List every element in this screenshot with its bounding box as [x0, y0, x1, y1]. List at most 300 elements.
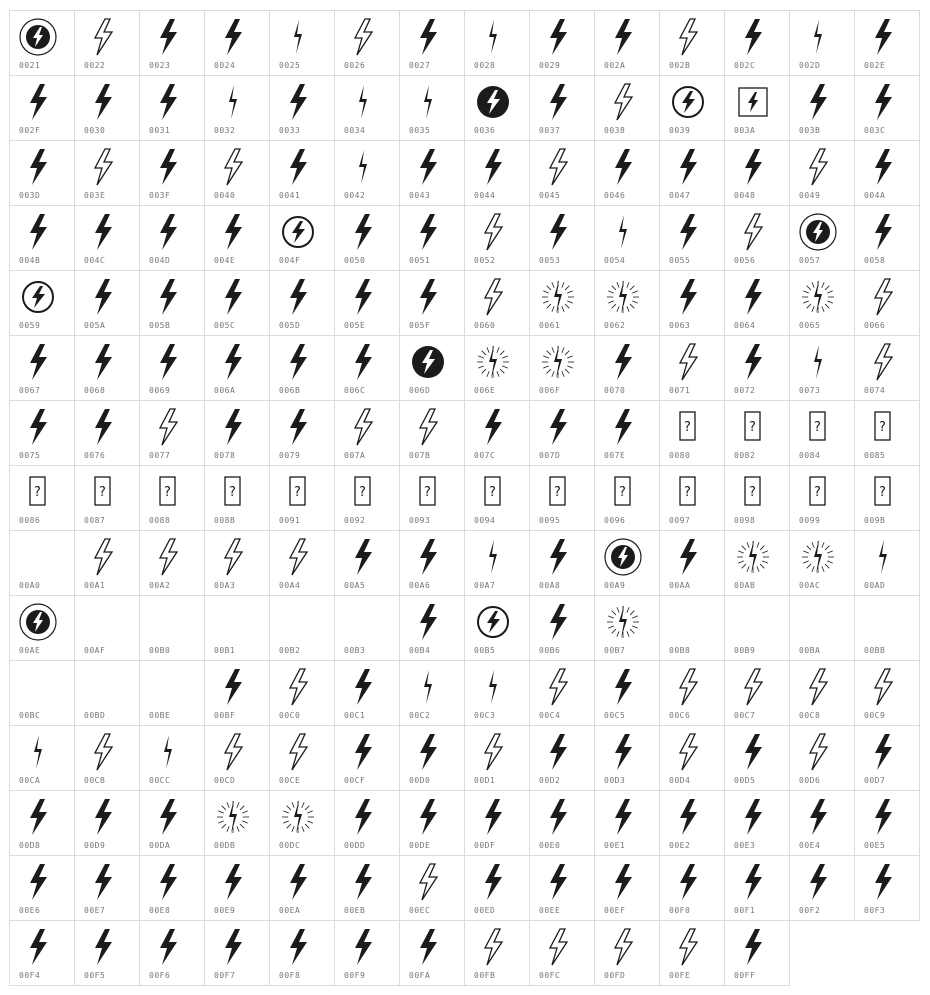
glyph-cell[interactable]: [74, 10, 140, 76]
glyph-cell[interactable]: [9, 205, 75, 271]
glyph-cell[interactable]: [399, 270, 465, 336]
glyph-cell[interactable]: [724, 140, 790, 206]
glyph-cell[interactable]: [204, 920, 270, 986]
glyph-cell[interactable]: [789, 595, 855, 661]
glyph-cell[interactable]: [789, 725, 855, 791]
glyph-cell[interactable]: [139, 595, 205, 661]
glyph-cell[interactable]: [139, 530, 205, 596]
glyph-code: 00AC: [799, 581, 821, 590]
glyph-cell[interactable]: [724, 75, 790, 141]
glyph-code: 0034: [344, 126, 366, 135]
glyph-cell[interactable]: [399, 725, 465, 791]
glyph-cell[interactable]: [204, 400, 270, 466]
glyph-cell[interactable]: [204, 75, 270, 141]
glyph-cell[interactable]: [139, 725, 205, 791]
glyph-cell[interactable]: [139, 75, 205, 141]
glyph-cell[interactable]: [74, 400, 140, 466]
glyph-cell[interactable]: [594, 140, 660, 206]
glyph-cell[interactable]: [139, 400, 205, 466]
glyph-cell[interactable]: [594, 725, 660, 791]
bolt-icon: [148, 342, 188, 382]
glyph-cell[interactable]: [854, 790, 920, 856]
missing-glyph-icon: [863, 472, 903, 512]
glyph-cell[interactable]: [789, 660, 855, 726]
glyph-cell[interactable]: [464, 335, 530, 401]
glyph-code: 00E3: [734, 841, 756, 850]
glyph-cell[interactable]: [659, 660, 725, 726]
glyph-cell[interactable]: [659, 400, 725, 466]
glyph-cell[interactable]: [204, 140, 270, 206]
bolt-icon: [603, 797, 643, 837]
glyph-cell[interactable]: [724, 10, 790, 76]
glyph-cell[interactable]: [659, 920, 725, 986]
glyph-code: 0030: [84, 126, 106, 135]
bolt-icon: [733, 732, 773, 772]
glyph-code: 00DC: [279, 841, 301, 850]
bolt-icon: [408, 732, 448, 772]
glyph-cell[interactable]: [9, 270, 75, 336]
glyph-cell[interactable]: [529, 465, 595, 531]
bolt-icon: [148, 147, 188, 187]
glyph-cell[interactable]: [724, 530, 790, 596]
bolt-outline-icon: [148, 407, 188, 447]
bolt-icon: [148, 927, 188, 967]
bolt-circle-outline-icon: [278, 212, 318, 252]
glyph-cell[interactable]: [659, 725, 725, 791]
glyph-cell[interactable]: [594, 660, 660, 726]
glyph-code: 005B: [149, 321, 171, 330]
glyph-cell[interactable]: [529, 335, 595, 401]
glyph-cell[interactable]: [659, 335, 725, 401]
glyph-cell[interactable]: [399, 920, 465, 986]
glyph-code: 00FB: [474, 971, 496, 980]
glyph-cell[interactable]: [464, 855, 530, 921]
glyph-cell[interactable]: [854, 10, 920, 76]
glyph-cell[interactable]: [9, 465, 75, 531]
glyph-cell[interactable]: [399, 140, 465, 206]
bolt-icon: [538, 17, 578, 57]
glyph-code: 005C: [214, 321, 236, 330]
glyph-cell[interactable]: [9, 335, 75, 401]
glyph-cell[interactable]: [139, 920, 205, 986]
glyph-cell[interactable]: [789, 75, 855, 141]
glyph-code: 00C0: [279, 711, 301, 720]
glyph-code: 00E1: [604, 841, 626, 850]
glyph-cell[interactable]: [9, 660, 75, 726]
glyph-code: 00B7: [604, 646, 626, 655]
glyph-cell[interactable]: [334, 465, 400, 531]
glyph-cell[interactable]: [529, 75, 595, 141]
glyph-cell[interactable]: [74, 920, 140, 986]
glyph-cell[interactable]: [724, 465, 790, 531]
bolt-outline-icon: [863, 277, 903, 317]
glyph-cell[interactable]: [139, 855, 205, 921]
missing-glyph-icon: [668, 472, 708, 512]
glyph-cell[interactable]: [594, 400, 660, 466]
glyph-cell[interactable]: [399, 530, 465, 596]
glyph-cell[interactable]: [334, 790, 400, 856]
glyph-cell[interactable]: [334, 530, 400, 596]
bolt-icon: [538, 732, 578, 772]
glyph-code: 00C2: [409, 711, 431, 720]
glyph-cell[interactable]: [139, 205, 205, 271]
glyph-cell[interactable]: [854, 855, 920, 921]
glyph-cell[interactable]: [529, 270, 595, 336]
glyph-cell[interactable]: [269, 400, 335, 466]
glyph-cell[interactable]: [399, 855, 465, 921]
glyph-cell[interactable]: [139, 465, 205, 531]
glyph-code: 00AF: [84, 646, 106, 655]
glyph-cell[interactable]: [9, 400, 75, 466]
glyph-cell[interactable]: [854, 270, 920, 336]
glyph-cell[interactable]: [139, 140, 205, 206]
glyph-cell[interactable]: [74, 790, 140, 856]
glyph-cell[interactable]: [399, 335, 465, 401]
glyph-cell[interactable]: [789, 855, 855, 921]
glyph-cell[interactable]: [334, 10, 400, 76]
bolt-outline-icon: [83, 17, 123, 57]
glyph-cell[interactable]: [659, 75, 725, 141]
glyph-cell[interactable]: [9, 530, 75, 596]
glyph-code: 0042: [344, 191, 366, 200]
glyph-cell[interactable]: [464, 140, 530, 206]
glyph-cell[interactable]: [334, 660, 400, 726]
glyph-cell[interactable]: [854, 75, 920, 141]
glyph-cell[interactable]: [269, 75, 335, 141]
glyph-cell[interactable]: [529, 400, 595, 466]
glyph-cell[interactable]: [724, 855, 790, 921]
glyph-cell[interactable]: [529, 10, 595, 76]
glyph-cell[interactable]: [854, 400, 920, 466]
glyph-cell[interactable]: [659, 530, 725, 596]
bolt-icon: [213, 862, 253, 902]
bolt-icon: [83, 862, 123, 902]
glyph-cell[interactable]: [464, 75, 530, 141]
glyph-code: 0080: [669, 451, 691, 460]
glyph-cell[interactable]: [269, 855, 335, 921]
glyph-code: 005F: [409, 321, 431, 330]
glyph-cell[interactable]: [789, 400, 855, 466]
glyph-cell[interactable]: [9, 855, 75, 921]
glyph-cell[interactable]: [529, 725, 595, 791]
glyph-cell[interactable]: [74, 205, 140, 271]
glyph-cell[interactable]: [789, 335, 855, 401]
glyph-cell[interactable]: [594, 530, 660, 596]
bolt-icon: [83, 342, 123, 382]
glyph-cell[interactable]: [724, 790, 790, 856]
bolt-outline-icon: [473, 927, 513, 967]
glyph-code: 00CA: [19, 776, 41, 785]
glyph-cell[interactable]: [854, 725, 920, 791]
glyph-cell[interactable]: [724, 400, 790, 466]
glyph-code: 0028: [474, 61, 496, 70]
glyph-cell[interactable]: [399, 10, 465, 76]
glyph-cell[interactable]: [464, 10, 530, 76]
bolt-icon: [603, 732, 643, 772]
glyph-cell[interactable]: [204, 270, 270, 336]
glyph-cell[interactable]: [529, 920, 595, 986]
glyph-cell[interactable]: [334, 400, 400, 466]
glyph-cell[interactable]: [204, 790, 270, 856]
glyph-cell[interactable]: [9, 140, 75, 206]
glyph-cell[interactable]: [659, 10, 725, 76]
glyph-cell[interactable]: [724, 660, 790, 726]
glyph-cell[interactable]: [204, 855, 270, 921]
glyph-cell[interactable]: [334, 855, 400, 921]
glyph-cell[interactable]: [269, 920, 335, 986]
glyph-cell[interactable]: [269, 465, 335, 531]
bolt-outline-icon: [798, 732, 838, 772]
glyph-code: 00FD: [604, 971, 626, 980]
glyph-cell[interactable]: [204, 660, 270, 726]
glyph-cell[interactable]: [269, 660, 335, 726]
glyph-cell[interactable]: [464, 400, 530, 466]
bolt-circle-outline-icon: [668, 82, 708, 122]
glyph-cell[interactable]: [529, 530, 595, 596]
glyph-code: 0057: [799, 256, 821, 265]
glyph-cell[interactable]: [659, 140, 725, 206]
glyph-cell[interactable]: [74, 725, 140, 791]
glyph-cell[interactable]: [74, 530, 140, 596]
glyph-cell[interactable]: [269, 790, 335, 856]
glyph-grid: [9, 10, 921, 985]
bolt-icon: [603, 342, 643, 382]
glyph-cell[interactable]: [789, 140, 855, 206]
glyph-cell[interactable]: [789, 205, 855, 271]
glyph-cell[interactable]: [139, 790, 205, 856]
bolt-icon: [473, 797, 513, 837]
bolt-icon: [343, 862, 383, 902]
glyph-code: 00CE: [279, 776, 301, 785]
glyph-cell[interactable]: [659, 595, 725, 661]
glyph-cell[interactable]: [74, 335, 140, 401]
glyph-cell[interactable]: [204, 205, 270, 271]
glyph-cell[interactable]: [204, 10, 270, 76]
glyph-code: 0021: [19, 61, 41, 70]
glyph-cell[interactable]: [9, 10, 75, 76]
glyph-cell[interactable]: [529, 205, 595, 271]
glyph-code: 00B4: [409, 646, 431, 655]
glyph-cell[interactable]: [334, 270, 400, 336]
glyph-cell[interactable]: [854, 530, 920, 596]
glyph-cell[interactable]: [529, 140, 595, 206]
glyph-cell[interactable]: [529, 660, 595, 726]
glyph-cell[interactable]: [854, 205, 920, 271]
bolt-icon: [408, 797, 448, 837]
glyph-code: 006A: [214, 386, 236, 395]
glyph-cell[interactable]: [139, 270, 205, 336]
glyph-code: 00F8: [279, 971, 301, 980]
glyph-cell[interactable]: [724, 725, 790, 791]
glyph-cell[interactable]: [399, 790, 465, 856]
bolt-outline-icon: [733, 212, 773, 252]
glyph-cell[interactable]: [74, 660, 140, 726]
glyph-code: 00FC: [539, 971, 561, 980]
glyph-cell[interactable]: [724, 595, 790, 661]
glyph-cell[interactable]: [74, 855, 140, 921]
glyph-code: 00E6: [19, 906, 41, 915]
glyph-code: 0070: [604, 386, 626, 395]
glyph-cell[interactable]: [204, 530, 270, 596]
glyph-cell[interactable]: [854, 595, 920, 661]
glyph-cell[interactable]: [9, 920, 75, 986]
glyph-cell[interactable]: [464, 465, 530, 531]
bolt-outline-icon: [83, 732, 123, 772]
glyph-cell[interactable]: [594, 595, 660, 661]
glyph-cell[interactable]: [594, 270, 660, 336]
svg-text:?: ?: [359, 485, 366, 500]
bolt-outline-icon: [408, 862, 448, 902]
glyph-cell[interactable]: [334, 595, 400, 661]
glyph-cell[interactable]: [724, 335, 790, 401]
glyph-cell[interactable]: [594, 10, 660, 76]
glyph-code: 0056: [734, 256, 756, 265]
bolt-icon: [603, 147, 643, 187]
glyph-code: 0071: [669, 386, 691, 395]
glyph-cell[interactable]: [9, 725, 75, 791]
glyph-cell[interactable]: [74, 140, 140, 206]
glyph-cell[interactable]: [594, 335, 660, 401]
glyph-cell[interactable]: [854, 335, 920, 401]
glyph-cell[interactable]: [204, 465, 270, 531]
glyph-code: 0036: [474, 126, 496, 135]
bolt-outline-icon: [668, 927, 708, 967]
missing-glyph-icon: [343, 472, 383, 512]
missing-glyph-icon: [863, 407, 903, 447]
glyph-cell[interactable]: [334, 75, 400, 141]
bolt-icon: [538, 407, 578, 447]
glyph-cell[interactable]: [139, 660, 205, 726]
glyph-cell[interactable]: [854, 465, 920, 531]
glyph-cell[interactable]: [464, 790, 530, 856]
glyph-cell[interactable]: [399, 205, 465, 271]
glyph-cell[interactable]: [594, 75, 660, 141]
glyph-cell[interactable]: [659, 205, 725, 271]
glyph-cell[interactable]: [594, 920, 660, 986]
glyph-cell[interactable]: [269, 140, 335, 206]
glyph-code: 00D6: [799, 776, 821, 785]
glyph-cell[interactable]: [399, 465, 465, 531]
glyph-code: 00AD: [864, 581, 886, 590]
glyph-cell[interactable]: [204, 595, 270, 661]
glyph-cell[interactable]: [399, 75, 465, 141]
glyph-cell[interactable]: [204, 725, 270, 791]
glyph-cell[interactable]: [594, 465, 660, 531]
glyph-cell[interactable]: [399, 595, 465, 661]
glyph-cell[interactable]: [269, 725, 335, 791]
glyph-code: 00CC: [149, 776, 171, 785]
glyph-code: 0076: [84, 451, 106, 460]
glyph-cell[interactable]: [529, 855, 595, 921]
glyph-cell[interactable]: [139, 10, 205, 76]
bolt-icon: [733, 277, 773, 317]
glyph-cell[interactable]: [464, 920, 530, 986]
glyph-cell[interactable]: [334, 335, 400, 401]
bolt-icon: [863, 147, 903, 187]
glyph-cell[interactable]: [269, 595, 335, 661]
missing-glyph-icon: [213, 472, 253, 512]
glyph-cell[interactable]: [269, 335, 335, 401]
glyph-cell[interactable]: [594, 205, 660, 271]
glyph-cell[interactable]: [464, 725, 530, 791]
glyph-cell[interactable]: [9, 75, 75, 141]
bolt-outline-icon: [278, 667, 318, 707]
glyph-cell[interactable]: [464, 595, 530, 661]
glyph-cell[interactable]: [74, 595, 140, 661]
glyph-code: 00DB: [214, 841, 236, 850]
bolt-icon: [863, 862, 903, 902]
glyph-code: 00BF: [214, 711, 236, 720]
glyph-cell[interactable]: [269, 270, 335, 336]
glyph-cell[interactable]: [659, 465, 725, 531]
glyph-cell[interactable]: [269, 10, 335, 76]
glyph-cell[interactable]: [854, 660, 920, 726]
glyph-cell[interactable]: [464, 660, 530, 726]
glyph-cell[interactable]: [659, 790, 725, 856]
glyph-cell[interactable]: [269, 530, 335, 596]
glyph-code: 002C: [734, 61, 756, 70]
glyph-cell[interactable]: [74, 465, 140, 531]
glyph-cell[interactable]: [9, 595, 75, 661]
glyph-cell[interactable]: [334, 920, 400, 986]
glyph-cell[interactable]: [74, 270, 140, 336]
blank: [668, 602, 708, 642]
bolt-circle-icon: [408, 342, 448, 382]
bolt-icon: [278, 407, 318, 447]
glyph-cell[interactable]: [659, 270, 725, 336]
glyph-code: 00E7: [84, 906, 106, 915]
glyph-cell[interactable]: [334, 725, 400, 791]
glyph-cell[interactable]: [269, 205, 335, 271]
glyph-code: 0026: [344, 61, 366, 70]
glyph-cell[interactable]: [789, 465, 855, 531]
glyph-cell[interactable]: [724, 920, 790, 986]
bolt-outline-icon: [538, 667, 578, 707]
glyph-code: 006F: [539, 386, 561, 395]
glyph-cell[interactable]: [789, 790, 855, 856]
glyph-code: 0045: [539, 191, 561, 200]
glyph-cell[interactable]: [789, 270, 855, 336]
glyph-cell[interactable]: [399, 400, 465, 466]
glyph-cell[interactable]: [529, 595, 595, 661]
glyph-cell[interactable]: [854, 140, 920, 206]
glyph-code: 0088: [149, 516, 171, 525]
glyph-cell[interactable]: [464, 530, 530, 596]
glyph-cell[interactable]: [594, 855, 660, 921]
glyph-cell[interactable]: [464, 270, 530, 336]
glyph-cell[interactable]: [464, 205, 530, 271]
glyph-cell[interactable]: [789, 10, 855, 76]
glyph-cell[interactable]: [529, 790, 595, 856]
glyph-cell[interactable]: [334, 140, 400, 206]
bolt-thin-icon: [798, 342, 838, 382]
glyph-cell[interactable]: [724, 205, 790, 271]
glyph-cell[interactable]: [9, 790, 75, 856]
blank: [148, 602, 188, 642]
glyph-cell[interactable]: [399, 660, 465, 726]
glyph-cell[interactable]: [334, 205, 400, 271]
glyph-cell[interactable]: [139, 335, 205, 401]
bolt-icon: [278, 147, 318, 187]
bolt-outline-icon: [278, 732, 318, 772]
glyph-cell[interactable]: [204, 335, 270, 401]
glyph-cell[interactable]: [659, 855, 725, 921]
glyph-cell[interactable]: [74, 75, 140, 141]
glyph-cell[interactable]: [594, 790, 660, 856]
glyph-cell[interactable]: [789, 530, 855, 596]
glyph-cell[interactable]: [724, 270, 790, 336]
bolt-icon: [408, 277, 448, 317]
